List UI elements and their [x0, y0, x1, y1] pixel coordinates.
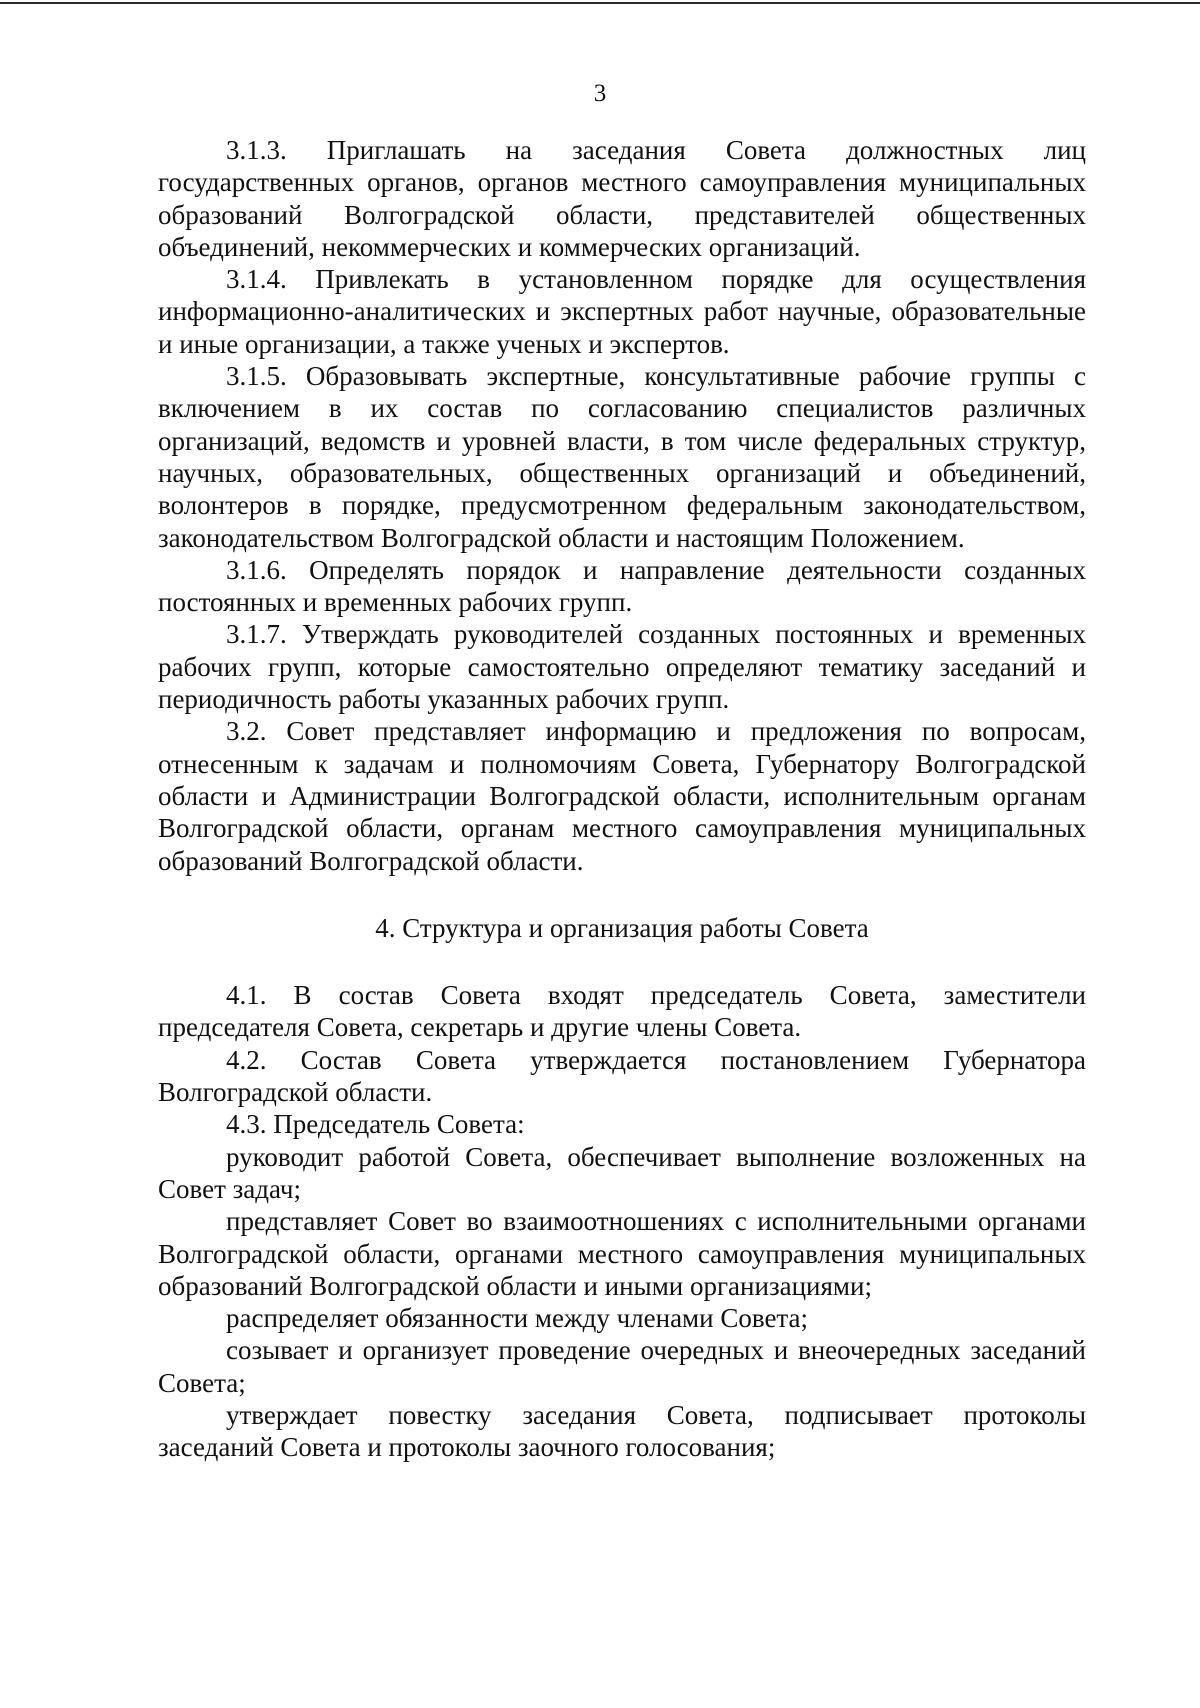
chairman-duty-item: утверждает повестку заседания Совета, подписывает протоколы заседаний Совета и протоколы заочного голосования; — [158, 1399, 1086, 1463]
section-4-heading: 4. Структура и организация работы Совета — [375, 912, 869, 943]
paragraph-3-1-6: 3.1.6. Определять порядок и направление деятельности созданных постоянных и временных рабочих групп. — [158, 554, 1086, 618]
chairman-duty-item: представляет Совет во взаимоотношениях с исполнительными органами Волгоградской области, органами местного самоуправления муниципальных образований Волгоградской области и иными организациями; — [158, 1206, 1086, 1301]
chairman-duty-item: руководит работой Совета, обеспечивает выполнение возложенных на Совет задач; — [158, 1141, 1086, 1204]
chairman-duty-item: созывает и организует проведение очередных и внеочередных заседаний Совета; — [158, 1335, 1086, 1398]
paragraph-3-1-3: 3.1.3. Приглашать на заседания Совета должностных лиц государственных органов, органов местного самоуправления муниципальных образований Волгоградской области, представителей общественных объединений, некоммерческих и коммерческих организаций. — [158, 135, 1086, 262]
paragraph-4-1: 4.1. В состав Совета входят председатель Совета, заместители председателя Совета, секретарь и другие члены Совета. — [158, 980, 1086, 1043]
document-body — [158, 134, 1086, 1464]
page-number: 3 — [593, 80, 607, 107]
paragraph-3-2: 3.2. Совет представляет информацию и предложения по вопросам, отнесенным к задачам и полномочиям Совета, Губернатору Волгоградской области и Администрации Волгоградской области, исполнительным органам Волгоградской области, органам местного самоуправления муниципальных образований Волгоградской области. — [158, 716, 1086, 876]
paragraph-3-1-7: 3.1.7. Утверждать руководителей созданных постоянных и временных рабочих групп, которые самостоятельно определяют тематику заседаний и периодичность работы указанных рабочих групп. — [158, 619, 1086, 715]
paragraph-4-3: 4.3. Председатель Совета: — [226, 1109, 525, 1140]
paragraph-3-1-5: 3.1.5. Образовывать экспертные, консультативные рабочие группы с включением в их состав по согласованию специалистов различных организаций, ведомств и уровней власти, в том числе федеральных структур, научных, образовательных, общественных организаций и объединений, волонтеров в порядке, предусмотренном федеральным законодательством, законодательством Волгоградской области и настоящим Положением. — [158, 361, 1086, 553]
paragraph-4-2: 4.2. Состав Совета утверждается постановлением Губернатора Волгоградской области. — [158, 1044, 1086, 1108]
chairman-duty-item: распределяет обязанности между членами Совета; — [226, 1303, 809, 1334]
scan-border-line — [0, 2, 1200, 4]
paragraph-3-1-4: 3.1.4. Привлекать в установленном порядке для осуществления информационно-аналитических и экспертных работ научные, образовательные и иные организации, а также ученых и экспертов. — [158, 264, 1086, 359]
